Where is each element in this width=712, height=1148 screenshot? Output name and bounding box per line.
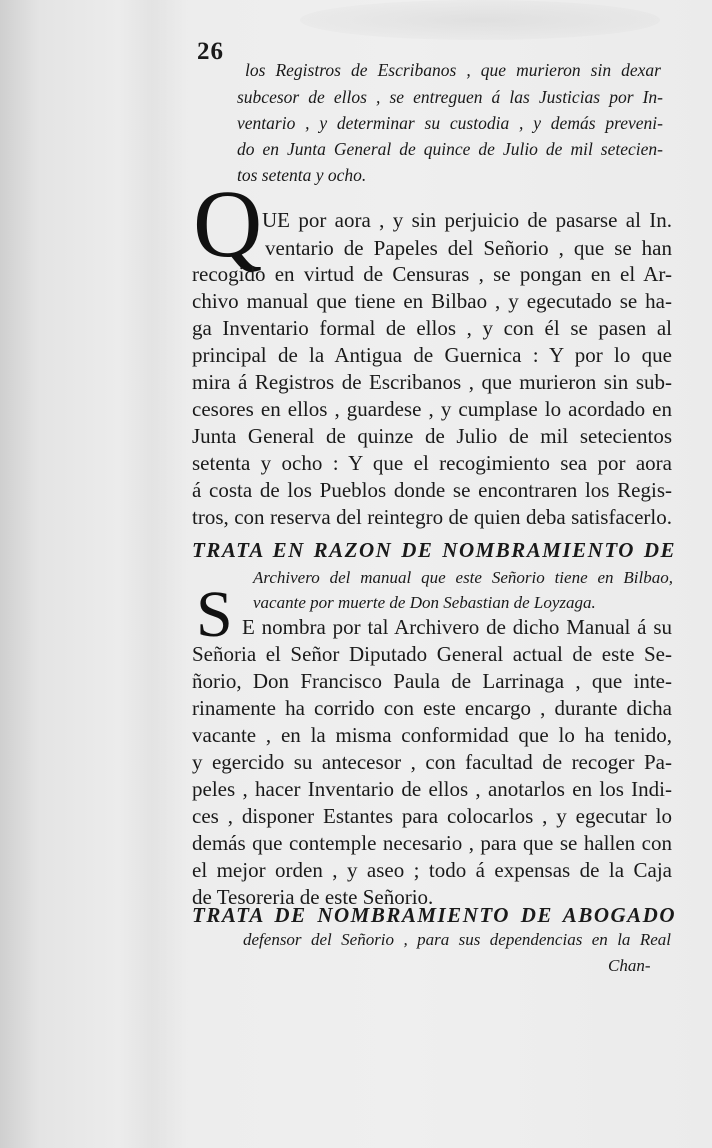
heading-subline: Archivero del manual que este Señorio tiene en Bilbao,	[253, 568, 673, 587]
paragraph-line: ga Inventario formal de ellos , y con él se pasen al	[192, 316, 672, 340]
paragraph-line: cesores en ellos , guardese , y cumplase lo acordado en	[192, 397, 672, 421]
paragraph-line: ces , disponer Estantes para colocarlos , y egecutar lo	[192, 804, 672, 828]
paragraph-line: el mejor orden , y aseo ; todo á expensas de la Caja	[192, 858, 672, 882]
paragraph-line: setenta y ocho : Y que el recogimiento sea por aora	[192, 451, 672, 475]
paragraph-line: ventario de Papeles del Señorio , que se han	[265, 236, 672, 260]
paragraph-line: recogido en virtud de Censuras , se pongan en el Ar-	[192, 262, 672, 286]
drop-cap-s: S	[196, 578, 233, 651]
paragraph-line: peles , hacer Inventario de ellos , anotarlos en los Indi-	[192, 777, 672, 801]
intro-line: subcesor de ellos , se entreguen á las Justicias por In-	[237, 87, 663, 107]
intro-line: los Registros de Escribanos , que murieron sin dexar	[245, 60, 661, 80]
heading-subline: vacante por muerte de Don Sebastian de Loyzaga.	[253, 593, 596, 612]
page-fold-shadow	[118, 0, 188, 1148]
paragraph-line: E nombra por tal Archivero de dicho Manual á su	[242, 615, 672, 639]
heading-title: TRATA DE NOMBRAMIENTO DE ABOGADO	[192, 903, 676, 927]
paragraph-line: ñorio, Don Francisco Paula de Larrinaga , que inte-	[192, 669, 672, 693]
paragraph-line: demás que contemple necesario , para que se hallen con	[192, 831, 672, 855]
paragraph-line: á costa de los Pueblos donde se encontraren los Regis-	[192, 478, 672, 502]
intro-line: tos setenta y ocho.	[237, 165, 367, 185]
paragraph-line: chivo manual que tiene en Bilbao , y egecutado se ha-	[192, 289, 672, 313]
paragraph-line: vacante , en la misma conformidad que lo ha tenido,	[192, 723, 672, 747]
heading-title: TRATA EN RAZON DE NOMBRAMIENTO DE	[192, 538, 676, 562]
intro-line: ventario , y determinar su custodia , y demás preveni-	[237, 113, 663, 133]
paragraph-line: Señoria el Señor Diputado General actual de este Se-	[192, 642, 672, 666]
paragraph-line: Junta General de quinze de Julio de mil setecientos	[192, 424, 672, 448]
drop-cap-q: Q	[193, 170, 263, 277]
paragraph-line: UE por aora , y sin perjuicio de pasarse al In.	[262, 208, 672, 232]
intro-line: do en Junta General de quince de Julio de mil setecien-	[237, 139, 663, 159]
heading-subline: defensor del Señorio , para sus dependencias en la Real	[243, 930, 671, 949]
paragraph-line: mira á Registros de Escribanos , que murieron sin sub-	[192, 370, 672, 394]
paper-stain	[300, 0, 660, 40]
paragraph-line: de Tesoreria de este Señorio.	[192, 885, 434, 909]
paragraph-line: y egercido su antecesor , con facultad de recoger Pa-	[192, 750, 672, 774]
paragraph-line: principal de la Antigua de Guernica : Y por lo que	[192, 343, 672, 367]
paragraph-line: tros, con reserva del reintegro de quien deba satisfacerlo.	[192, 505, 672, 529]
page-number: 26	[197, 38, 224, 65]
catchword: Chan-	[608, 956, 651, 975]
paragraph-line: rinamente ha corrido con este encargo , durante dicha	[192, 696, 672, 720]
